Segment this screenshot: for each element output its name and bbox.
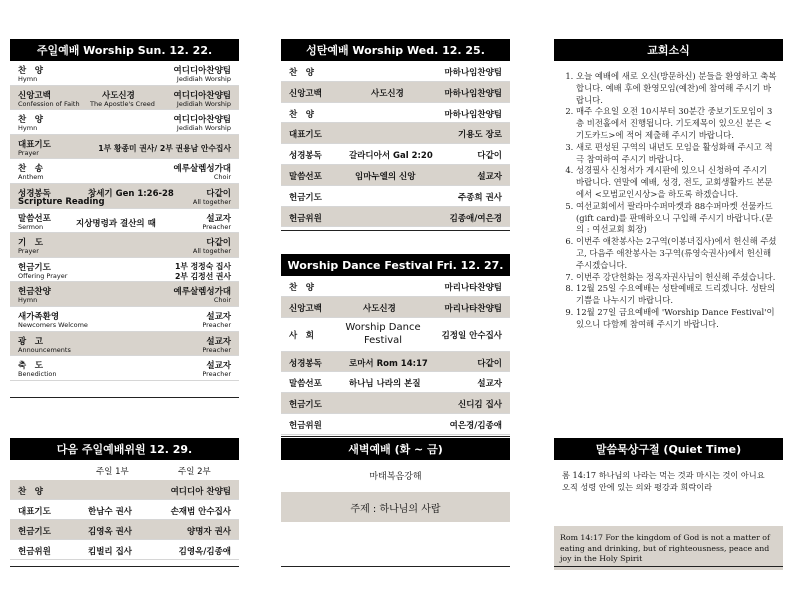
order-leader: 다같이 [206, 188, 231, 199]
table-row [10, 500, 239, 520]
order-leader-en: Preacher [202, 370, 231, 379]
dawn-worship-panel [281, 438, 510, 522]
order-row [281, 186, 510, 207]
order-row [10, 61, 239, 86]
first-service-name: 김영옥 권사 [88, 527, 133, 537]
order-leader: 다같이 [477, 358, 502, 369]
order-leader-en: Preacher [202, 320, 231, 329]
order-content: 사도신경 [102, 90, 135, 101]
news-list [576, 71, 777, 331]
order-label-en: Prayer [18, 148, 39, 157]
sunday-order-list [10, 61, 239, 381]
sermon-title: 임마누엘의 신앙 [355, 171, 416, 182]
order-label-en: Confession of Faith [18, 99, 80, 108]
sunday-worship-panel [10, 39, 239, 381]
order-leader-en: Choir [213, 296, 231, 305]
second-service-name: 양명자 권사 [186, 527, 231, 537]
christmas-worship-title: 성탄예배 Worship Wed. 12. 25. [281, 39, 510, 61]
order-label: 신앙고백 [289, 88, 322, 99]
order-row [10, 184, 239, 209]
order-row [281, 318, 510, 352]
next-week-header-row [10, 460, 239, 480]
dance-festival-title: Worship Dance Festival Fri. 12. 27. [281, 254, 510, 276]
order-row [281, 82, 510, 103]
order-label: 대표기도 [18, 139, 51, 150]
order-label: 축 도 [18, 361, 43, 372]
order-label: 사 회 [289, 330, 314, 341]
order-leader: 김정일 안수집사 [441, 330, 502, 341]
order-leader: 다같이 [206, 238, 231, 249]
order-label: 성경봉독 [289, 358, 322, 369]
order-leader: 설교자 [477, 171, 502, 182]
dawn-theme: 주제 : 하나님의 사랍 [281, 492, 510, 522]
order-label: 말씀선포 [289, 379, 322, 390]
list-item: 9. 12월 27일 금요예배에 'Worship Dance Festival'이 있으니 다함께 참여해 주시기 바랍니다. [576, 307, 777, 331]
order-label: 찬 양 [18, 115, 43, 126]
order-leader: 설교자 [206, 336, 231, 347]
order-content-en: The Apostle's Creed [90, 99, 155, 108]
dawn-bible-book: 마태복음강해 [369, 472, 422, 482]
order-label: 헌금기도 [18, 262, 51, 273]
order-leader: 2부 김정선 권사 [174, 271, 231, 281]
order-leader: 여디디아찬양팀 [173, 90, 231, 101]
order-row [10, 307, 239, 332]
order-label: 찬 양 [289, 68, 314, 78]
order-leader: 설교자 [206, 311, 231, 322]
order-leader-en: Choir [213, 173, 231, 182]
table-row [10, 520, 239, 540]
order-label-en: Benediction [18, 370, 57, 379]
order-leader: 설교자 [206, 361, 231, 372]
list-item: 2. 매주 수요일 오전 10시부터 30분간 중보기도모임이 3층 비전홀에서 진행됩니다. 기도제목이 있으신 분은 <기도카드>에 적어 제출해 주시기 바랍니다. [576, 106, 777, 141]
order-leader: 신디김 집사 [457, 400, 502, 411]
order-row [10, 86, 239, 111]
role-label: 헌금위원 [18, 547, 51, 557]
order-label: 헌금찬양 [18, 287, 51, 298]
table-row [10, 480, 239, 500]
quiet-time-title: 말씀묵상구절 (Quiet Time) [554, 438, 783, 460]
order-content: 갈라디아서 Gal 2:20 [349, 151, 433, 162]
order-label-en: Prayer [18, 247, 39, 256]
order-label-en: Offering Prayer [18, 271, 68, 280]
order-leader: 예루살렘성가대 [173, 164, 231, 175]
order-leader-en: Jedidiah Worship [176, 75, 231, 83]
role-label: 찬 양 [18, 487, 43, 497]
list-item: 1. 오늘 예배에 새로 오신(방문하신) 분들을 환영하고 축복합니다. 예배 후에 환영모임(예찬)에 참여해 주시기 바랍니다. [576, 71, 777, 106]
order-label-en: Anthem [18, 173, 44, 182]
order-leader: 마리나타찬양팀 [444, 303, 502, 314]
order-leader: 마하나임찬양팀 [444, 109, 502, 120]
divider [10, 397, 239, 398]
order-leader-en: Preacher [202, 222, 231, 231]
order-leader: 설교자 [477, 379, 502, 390]
order-label: 찬 양 [289, 283, 314, 293]
list-item: 6. 이번주 애찬봉사는 2구역(이봉녀집사)에서 헌신해 주셨고, 다음주 애찬봉사는 3구역(류영숙권사)에서 헌신해 주시겠습니다. [576, 236, 777, 271]
order-leader: 1부 정정숙 집사 [174, 261, 231, 271]
order-row [281, 352, 510, 373]
first-service-name: 한남수 권사 [88, 507, 133, 517]
order-label-en: Hymn [18, 124, 38, 133]
dawn-worship-title: 새벽예배 (화 ~ 금) [281, 438, 510, 460]
order-leader: 마하나임찬양팀 [444, 68, 502, 78]
order-content: 로마서 Rom 14:17 [349, 358, 428, 369]
column-header: 주일 2부 [178, 467, 211, 477]
church-news-panel [554, 39, 783, 331]
order-row [281, 61, 510, 82]
order-leader: 마하나임찬양팀 [444, 88, 502, 99]
divider [281, 436, 510, 437]
order-leader-en: All together [192, 247, 231, 256]
order-leader: 다같이 [477, 151, 502, 162]
order-label-en: Scripture Reading [18, 196, 105, 207]
order-leader: 마리나타찬양팀 [444, 283, 502, 293]
order-label: 찬 송 [18, 164, 43, 175]
order-label-en: Hymn [18, 75, 38, 83]
order-label: 찬 양 [18, 66, 43, 76]
order-content: 창세기 Gen 1:26-28 [88, 188, 174, 199]
order-row [10, 209, 239, 234]
order-row [281, 103, 510, 124]
order-label: 신앙고백 [289, 303, 322, 314]
order-leader: 여디디아찬양팀 [173, 66, 231, 76]
order-label-en: Announcements [18, 345, 71, 354]
order-row [281, 372, 510, 393]
list-item: 4. 성경필사 신청서가 게시판에 있으니 신청하여 주시기 바랍니다. 연말에 예배, 성경, 전도, 교회생활카드 본문에서 <모범교인시상>을 하도록 하겠습니다. [576, 165, 777, 200]
order-label: 신앙고백 [18, 90, 51, 101]
order-content: 사도신경 [371, 88, 404, 99]
order-row [281, 393, 510, 414]
list-item: 7. 이번주 강단헌화는 정옥자권사님이 헌신해 주셨습니다. [576, 272, 777, 284]
order-row [10, 159, 239, 184]
order-label-en: Newcomers Welcome [18, 320, 88, 329]
order-leader-en: Jedidiah Worship [176, 99, 231, 108]
role-label: 대표기도 [18, 507, 51, 517]
second-service-name: 여디디아 찬양팀 [170, 487, 231, 497]
second-service-name: 손재범 안수집사 [170, 507, 231, 517]
order-label: 말씀선포 [18, 213, 51, 224]
order-row [281, 165, 510, 186]
order-label: 헌금위원 [289, 420, 322, 431]
order-row [10, 258, 239, 283]
order-row [281, 144, 510, 165]
order-label: 새가족환영 [18, 311, 60, 322]
order-label: 성경봉독 [18, 188, 51, 199]
first-service-name: 킴벌리 집사 [88, 547, 133, 557]
event-name: Worship Dance Festival [345, 321, 421, 346]
divider [281, 566, 510, 567]
order-leader: 설교자 [206, 213, 231, 224]
table-row [10, 540, 239, 560]
order-leader: 기용도 장로 [457, 130, 502, 141]
list-item: 3. 새로 편성된 구역의 내년도 모임을 활성화해 주시고 적극 참여하여 주시기 바랍니다. [576, 142, 777, 166]
order-row [281, 207, 510, 228]
order-row [281, 276, 510, 297]
order-label-en: Sermon [18, 222, 44, 231]
order-label: 찬 양 [289, 109, 314, 120]
divider [10, 566, 239, 567]
order-label: 성경봉독 [289, 151, 322, 162]
order-label: 말씀선포 [289, 171, 322, 182]
order-row [10, 233, 239, 258]
order-row [10, 135, 239, 160]
order-leader: 김종애/여은경 [449, 213, 502, 224]
second-service-name: 김영옥/김종애 [178, 547, 231, 557]
sunday-worship-title: 주일예배 Worship Sun. 12. 22. [10, 39, 239, 61]
order-row [281, 123, 510, 144]
order-row [281, 297, 510, 318]
dance-festival-panel [281, 254, 510, 435]
order-leader: 여은경/김종애 [449, 420, 502, 431]
divider [554, 566, 783, 567]
order-label: 기 도 [18, 238, 43, 249]
column-header: 주일 1부 [96, 467, 129, 477]
order-leader: 여디디아찬양팀 [173, 115, 231, 126]
order-leader-en: Jedidiah Worship [176, 124, 231, 133]
order-content: 사도신경 [363, 303, 396, 314]
order-row [10, 282, 239, 307]
order-row [10, 332, 239, 357]
next-week-panel [10, 438, 239, 560]
list-item: 5. 여선교회에서 팔라마수퍼마켓과 88수퍼마켓 선물카드(gift card)를 판매하오니 구입해 주시기 바랍니다.(문의 : 여선교회 회장) [576, 201, 777, 236]
english-verse: Rom 14:17 For the kingdom of God is not a matter of eating and drinking, but of righteousness, peace and joy in the Holy Spirit [554, 526, 783, 570]
sermon-title: 지상명령과 결산의 때 [76, 218, 156, 229]
sermon-title: 하나님 나라의 본질 [349, 379, 421, 390]
church-news-title: 교회소식 [554, 39, 783, 61]
order-leader-en: Preacher [202, 345, 231, 354]
order-row [10, 356, 239, 381]
order-label: 헌금기도 [289, 400, 322, 411]
order-label-en: Hymn [18, 296, 38, 305]
order-leader: 주종희 권사 [457, 192, 502, 203]
order-row [281, 414, 510, 435]
next-week-title: 다음 주일예배위원 12. 29. [10, 438, 239, 460]
order-leader: 1부 황종미 권사/ 2부 권용남 안수집사 [98, 143, 231, 153]
quiet-time-panel [554, 438, 783, 570]
divider [281, 230, 510, 231]
order-label: 광 고 [18, 336, 43, 347]
order-row [10, 110, 239, 135]
korean-verse: 롬 14:17 하나님의 나라는 먹는 것과 마시는 것이 아니요 오직 성령 안에 있는 의와 평강과 희락이라 [562, 470, 765, 492]
order-leader-en: All together [192, 197, 231, 206]
order-label: 헌금기도 [289, 192, 322, 203]
order-label: 대표기도 [289, 130, 322, 141]
order-label: 헌금위원 [289, 213, 322, 224]
christmas-worship-panel [281, 39, 510, 227]
order-leader: 예루살렘성가대 [173, 287, 231, 298]
list-item: 8. 12월 25일 수요예배는 성탄예배로 드리겠니다. 성탄의 기쁨을 나누시기 바랍니다. [576, 283, 777, 307]
role-label: 헌금기도 [18, 527, 51, 537]
